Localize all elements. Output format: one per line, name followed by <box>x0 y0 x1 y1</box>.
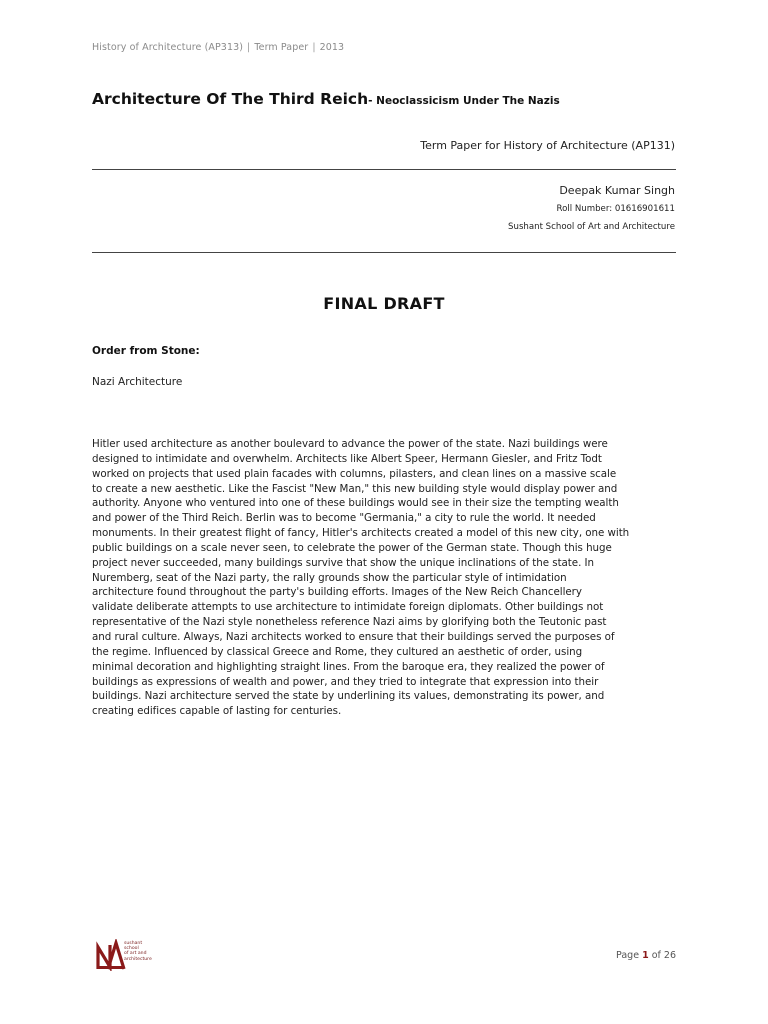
body-line: buildings. Nazi architecture served the state by underlining its values, demonstrating its power, and <box>92 690 605 703</box>
body-line: designed to intimidate and overwhelm. Architects like Albert Speer, Hermann Giesler, and Fritz Todt <box>92 452 602 465</box>
body-line: and power of the Third Reich. Berlin was to become "Germania," a city to rule the world. It needed <box>92 512 596 525</box>
section-subheading: Nazi Architecture <box>92 376 183 388</box>
body-line: creating edifices capable of lasting for centuries. <box>92 705 342 718</box>
body-line: minimal decoration and highlighting straight lines. From the baroque era, they realized the power of <box>92 660 605 673</box>
page-total: of 26 <box>651 950 676 961</box>
title-main: Architecture Of The Third Reich <box>92 90 369 108</box>
author-name: Deepak Kumar Singh <box>559 184 675 197</box>
school-name: Sushant School of Art and Architecture <box>508 222 675 232</box>
body-line: authority. Anyone who ventured into one of these buildings would see in their size the tempting wealth <box>92 497 619 510</box>
body-paragraph <box>92 437 680 719</box>
roll-number: Roll Number: 01616901611 <box>556 204 675 214</box>
header-year: 2013 <box>319 42 345 53</box>
logo-wordmark <box>124 941 152 962</box>
running-header <box>92 42 344 53</box>
logo-line: school <box>124 946 139 952</box>
title-sub: - Neoclassicism Under The Nazis <box>368 95 560 107</box>
body-line: worked on projects that used plain facades with columns, pilasters, and clean lines on a massive scale <box>92 467 617 480</box>
page-prefix: Page <box>616 950 640 961</box>
body-line: the regime. Influenced by classical Greece and Rome, they cultured an aesthetic of order, using <box>92 645 583 658</box>
header-separator: | <box>247 42 251 53</box>
document-title <box>92 89 560 108</box>
body-line: Nuremberg, seat of the Nazi party, the rally grounds show the particular style of intimidation <box>92 571 567 584</box>
body-line: project never succeeded, many buildings survive that show the unique inclinations of the state. In <box>92 556 594 569</box>
divider-bottom <box>92 252 676 253</box>
draft-label: FINAL DRAFT <box>323 294 445 313</box>
header-doc-type: Term Paper <box>254 42 309 53</box>
header-course: History of Architecture (AP313) <box>92 42 244 53</box>
body-line: Hitler used architecture as another boulevard to advance the power of the state. Nazi buildings were <box>92 438 608 450</box>
body-line: validate deliberate attempts to use architecture to intimidate foreign diplomats. Other buildings not <box>92 601 604 614</box>
section-heading: Order from Stone: <box>92 345 200 357</box>
author-block <box>508 183 675 234</box>
body-line: buildings as expressions of wealth and power, and they tried to integrate that expression into their <box>92 675 599 688</box>
body-line: representative of the Nazi style nonetheless reference Nazi aims by glorifying both the Teutonic past <box>92 616 607 629</box>
body-line: to create a new aesthetic. Like the Fascist "New Man," this new building style would display power and <box>92 482 618 495</box>
body-line: architecture found throughout the party's building efforts. Images of the New Reich Chancellery <box>92 586 582 599</box>
body-line: monuments. In their greatest flight of fancy, Hitler's architects created a model of this new city, one with <box>92 527 630 540</box>
logo-line: of art and <box>124 951 147 957</box>
logo-line: sushant <box>124 941 143 946</box>
page-number <box>616 950 676 961</box>
document-subtitle: Term Paper for History of Architecture (AP131) <box>420 139 675 152</box>
divider-top <box>92 169 676 170</box>
logo-line: architecture <box>124 956 152 962</box>
body-line: public buildings on a scale never seen, to celebrate the power of the German state. Though this huge <box>92 541 612 554</box>
body-line: and rural culture. Always, Nazi architects worked to ensure that their buildings served the purposes of <box>92 630 615 643</box>
header-separator: | <box>312 42 316 53</box>
page-current: 1 <box>642 950 649 961</box>
